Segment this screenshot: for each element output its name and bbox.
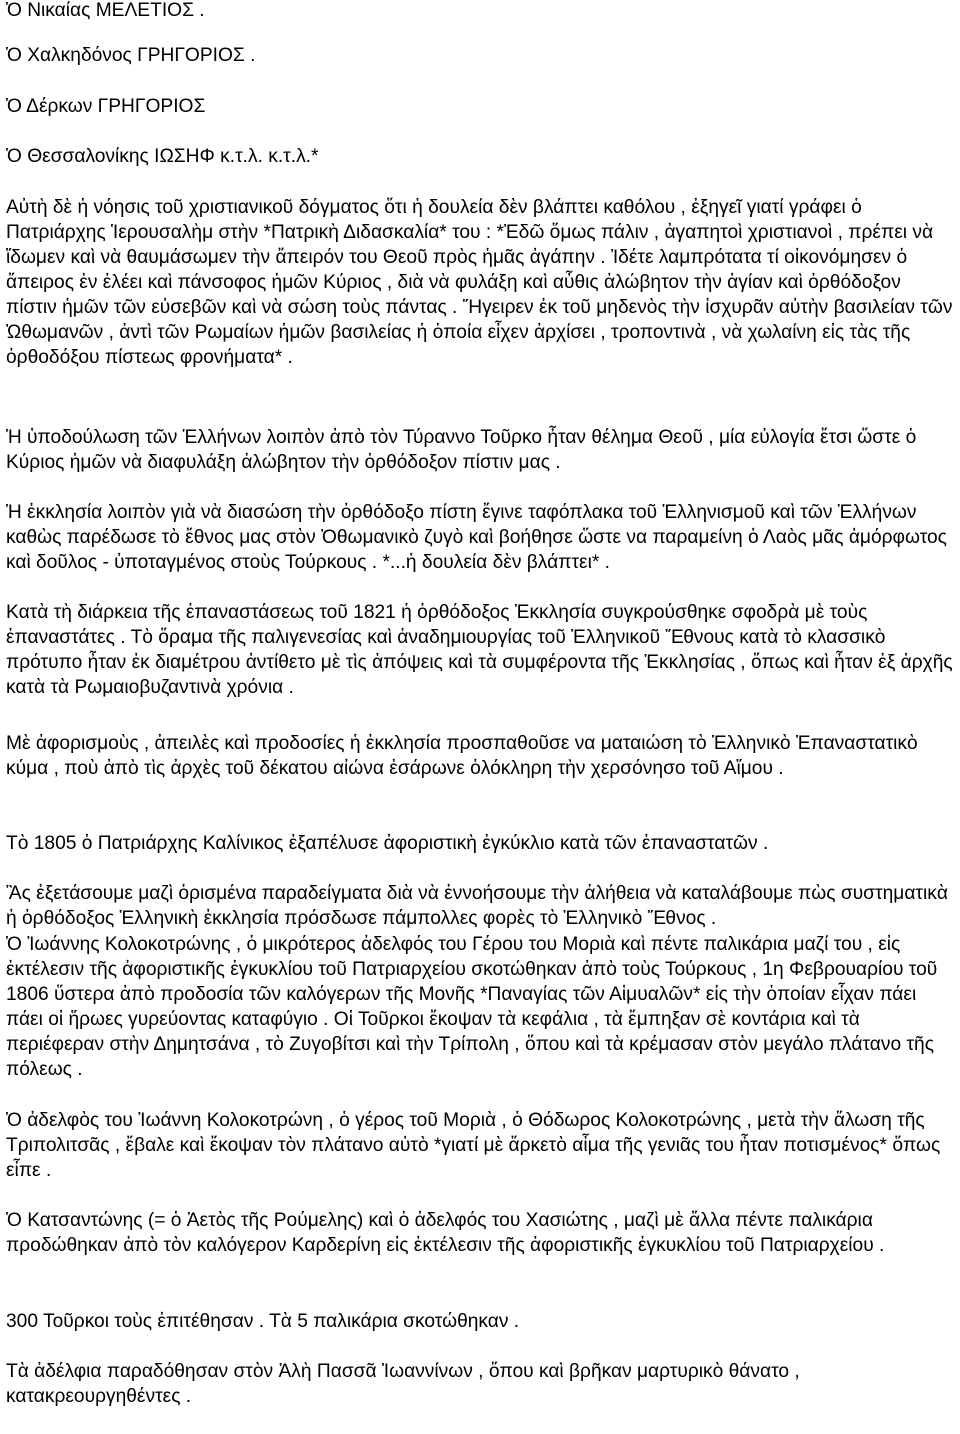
- paragraph-attack: 300 Τοῦρκοι τοὺς ἐπιτέθησαν . Τὰ 5 παλικάρια σκοτώθηκαν .: [6, 1311, 520, 1332]
- paragraph-excommunications: Μὲ ἀφορισμοὺς , ἀπειλὲς καὶ προδοσίες ἡ ἐκκλησία προσπαθοῦσε να ματαιώση τὸ Ἑλληνικὸ Ἐπαναστατικὸ κύμα , ποὺ ἀπὸ τὶς ἀρχὲς τοῦ δέκατου αἰώνα ἐσάρωνε ὁλόκληρη τὴν χερσόνησο τοῦ Αἵμου .: [6, 733, 918, 779]
- signatory-line: Ὁ Θεσσαλονίκης ΙΩΣΗΦ κ.τ.λ. κ.τ.λ.*: [6, 146, 319, 167]
- signatory-line: Ὁ Δέρκων ΓΡΗΓΟΡΙΟΣ: [6, 96, 206, 117]
- paragraph-church-tombstone: Ἡ ἐκκλησία λοιπὸν γιὰ νὰ διασώση τὴν ὀρθόδοξο πίστη ἔγινε ταφόπλακα τοῦ Ἑλληνισμοῦ καὶ τῶν Ἑλλήνων καθὼς παρέδωσε τὸ ἔθνος μας στὸν Ὀθωμανικὸ ζυγὸ καὶ βοήθησε ὥστε να παραμείνη ὁ Λαὸς μᾶς ἀμόρφωτος καὶ δοῦλος - ὑποταγμένος στοὺς Τούρκους . *...ἡ δουλεία δὲν βλάπτει* .: [6, 502, 947, 573]
- signatory-line: Ὁ Χαλκηδόνος ΓΡΗΓΟΡΙΟΣ .: [6, 45, 256, 66]
- paragraph-plane-tree: Ὁ ἀδελφὸς του Ἰωάννη Κολοκοτρώνη , ὁ γέρος τοῦ Μοριὰ , ὁ Θόδωρος Κολοκοτρώνης , μετὰ τὴν ἅλωση τῆς Τριπολιτσᾶς , ἔβαλε καὶ ἔκοψαν τὸν πλάτανο αὐτὸ *γιατί μὲ ἄρκετὸ αἷμα τῆς γενιᾶς του ἦταν ποτισμένος* ὅπως εἶπε .: [6, 1110, 941, 1181]
- paragraph-enslavement: Ἡ ὑποδούλωση τῶν Ἑλλήνων λοιπὸν ἀπὸ τὸν Τύραννο Τοῦρκο ἦταν θέλημα Θεοῦ , μία εὐλογία ἔτσι ὥστε ὁ Κύριος ἡμῶν νὰ διαφυλάξη ἀλώβητον τὴν ὀρθόδοξον πίστιν μας .: [6, 427, 917, 473]
- paragraph-revolution-1821: Κατὰ τὴ διάρκεια τῆς ἐπαναστάσεως τοῦ 1821 ἡ ὀρθόδοξος Ἐκκλησία συγκρούσθηκε σφοδρὰ μὲ τοὺς ἐπαναστάτες . Τὸ ὅραμα τῆς παλιγενεσίας καὶ ἀναδημιουργίας τοῦ Ἑλληνικοῦ Ἔθνους κατὰ τὸ κλασσικὸ πρότυπο ἦταν ἐκ διαμέτρου ἀντίθετο μὲ τὶς ἀπόψεις καὶ τὰ συμφέροντα τῆς Ἐκκλησίας , ὅπως καὶ ἦταν ἐξ ἀρχῆς κατὰ τὰ Ρωμαιοβυζαντινὰ χρόνια .: [6, 602, 953, 698]
- signatory-line: Ὁ Νικαίας ΜΕΛΕΤΙΟΣ .: [6, 0, 205, 21]
- paragraph-ioannis-kolokotronis: Ὁ Ἰωάννης Κολοκοτρώνης , ὁ μικρότερος ἀδελφός του Γέρου του Μοριὰ καὶ πέντε παλικάρια μαζί του , εἰς ἐκτέλεσιν τῆς ἀφοριστικῆς ἐγκυκλίου τοῦ Πατριαρχείου σκοτώθηκαν ἀπὸ τοὺς Τούρκους , 1η Φεβρουαρίου τοῦ 1806 ὕστερα ἀπὸ προδοσία τῶν καλόγερων τῆς Μονῆς *Παναγίας τῶν Αἱμυαλῶν* εἰς τὴν ὁποίαν εἶχαν πάει πάει οἱ ἥρωες γυρεύοντας καταφύγιο . Οἱ Τοῦρκοι ἔκοψαν τὰ κεφάλια , τὰ ἔμπηξαν σὲ κοντάρια καὶ τὰ περιέφεραν στὴν Δημητσάνα , τὸ Ζυγοβίτσι καὶ τὴν Τρίπολη , ὅπου καὶ τὰ κρέμασαν στὸν μεγάλο πλάτανο τῆς πόλεως .: [6, 934, 938, 1080]
- paragraph-patriarchal-teaching: Αὐτὴ δὲ ἡ νόησις τοῦ χριστιανικοῦ δόγματος ὅτι ἡ δουλεία δὲν βλάπτει καθόλου , ἐξηγεῖ γιατί γράφει ὁ Πατριάρχης Ἱερουσαλὴμ στὴν *Πατρικὴ Διδασκαλία* του : *Ἐδῶ ὅμως πάλιν , ἀγαπητοὶ χριστιανοὶ , πρέπει νὰ ἴδωμεν καὶ νὰ θαυμάσωμεν τὴν ἄπειρόν του Θεοῦ πρὸς ἡμᾶς ἀγάπην . Ἰδέτε λαμπρότατα τί οἰκονόμησεν ὁ ἄπειρος ἐν ἐλέει καὶ πάνσοφος ἡμῶν Κύριος , διὰ νὰ φυλάξη καὶ αὖθις ἀλώβητον τὴν ἁγίαν καὶ ὀρθόδοξον πίστιν ἡμῶν τῶν εὐσεβῶν καὶ νὰ σώση τοὺς πάντας . Ἤγειρεν ἐκ τοῦ μηδενὸς τὴν ἰσχυρᾶν αὐτὴν βασιλείαν τῶν Ὠθωμανῶν , ἀντὶ τῶν Ρωμαίων ἡμῶν βασιλείας ἡ ὁποία εἶχεν ἀρχίσει , τροποντινὰ , νὰ χωλαίνη εἰς τὰς τῆς ὀρθοδόξου πίστεως φρονήματα* .: [6, 197, 953, 368]
- paragraph-kalinikos-1805: Τὸ 1805 ὁ Πατριάρχης Καλίνικος ἐξαπέλυσε ἀφοριστικὴ ἐγκύκλιο κατὰ τῶν ἐπαναστατῶν .: [6, 833, 769, 854]
- paragraph-ali-pasha: Τὰ ἀδέλφια παραδόθησαν στὸν Ἀλὴ Πασσᾶ Ἰωαννίνων , ὅπου καὶ βρῆκαν μαρτυρικὸ θάνατο , κατακρεουργηθέντες .: [6, 1361, 800, 1407]
- paragraph-examples: Ἂς ἐξετάσουμε μαζὶ ὁρισμένα παραδείγματα διὰ νὰ ἐννοήσουμε τὴν ἀλήθεια νὰ καταλάβουμε πὼς συστηματικὰ ἡ ὀρθόδοξος Ἑλληνικὴ ἐκκλησία πρόσδωσε πάμπολλες φορὲς τὸ Ἑλληνικὸ Ἔθνος .: [6, 883, 948, 929]
- paragraph-katsantonis: Ὁ Κατσαντώνης (= ὁ Ἀετὸς τῆς Ρούμελης) καὶ ὁ ἀδελφός του Χασιώτης , μαζὶ μὲ ἄλλα πέντε παλικάρια προδώθηκαν ἀπὸ τὸν καλόγερον Καρδερίνη εἰς ἐκτέλεσιν τῆς ἀφοριστικῆς ἐγκυκλίου τοῦ Πατριαρχείου .: [6, 1210, 885, 1256]
